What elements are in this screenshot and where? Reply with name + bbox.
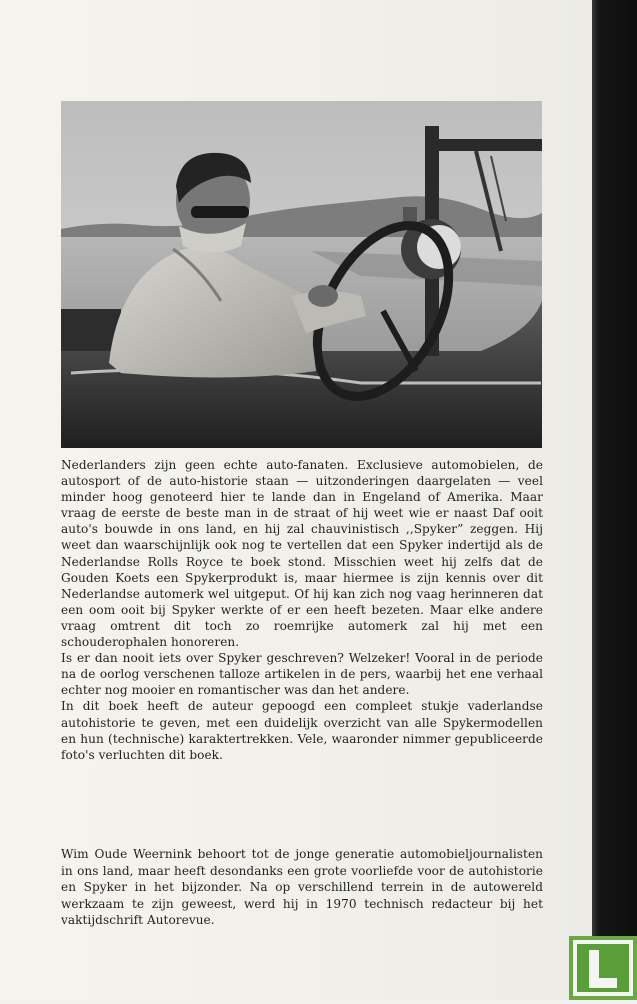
lastdodo-logo-icon (569, 936, 637, 1000)
blurb-text (61, 457, 543, 763)
author-photo (61, 101, 542, 448)
book-spine (592, 0, 637, 1000)
blurb-paragraph-2: Is er dan nooit iets over Spyker geschreven? Welzeker! Vooral in de periode na de oorlog verschenen talloze artikelen in de pers, waarbij het ene verhaal echter nog mooier en romantischer was dan het andere. (61, 651, 543, 698)
blurb-paragraph-1: Nederlanders zijn geen echte auto-fanaten. Exclusieve automobielen, de autosport of de auto-historie staan — uitzonderingen daargelaten — veel minder hoog genoteerd hier te lande dan in Engeland of Amerika. Maar vraag de eerste de beste man in de straat of hij weet wie er naast Daf ooit auto's bouwde in ons land, en hij zal chauvinistisch ,,Spyker” zeggen. Hij weet dan waarschijnlijk ook nog te vertellen dat een Spyker indertijd als de Nederlandse Rolls Royce te boek stond. Misschien weet hij zelfs dat de Gouden Koets een Spykerprodukt is, maar hiermee is zijn kennis over dit Nederlandse automerk wel uitgeput. Of hij kan zich nog vaag herinneren dat een oom ooit bij Spyker werkte of er een heeft bezeten. Maar elke andere vraag omtrent dit toch zo roemrijke automerk zal hij met een schouderophalen honoreren. (61, 458, 543, 650)
author-bio (61, 846, 543, 929)
author-bio-text: Wim Oude Weernink behoort tot de jonge generatie automobieljournalisten in ons land, maar heeft desondanks een grote voorliefde voor de autohistorie en Spyker in het bijzonder. Na op verschillend terrein in de autowereld werkzaam te zijn geweest, werd hij in 1970 technisch redacteur bij het vaktijdschrift Autorevue. (61, 847, 543, 928)
blurb-paragraph-3: In dit boek heeft de auteur gepoogd een compleet stukje vaderlandse autohistorie te geven, met een duidelijk overzicht van alle Spykermodellen en hun (technische) karaktertrekken. Vele, waaronder nimmer gepubliceerde foto's verluchten dit boek. (61, 699, 543, 762)
